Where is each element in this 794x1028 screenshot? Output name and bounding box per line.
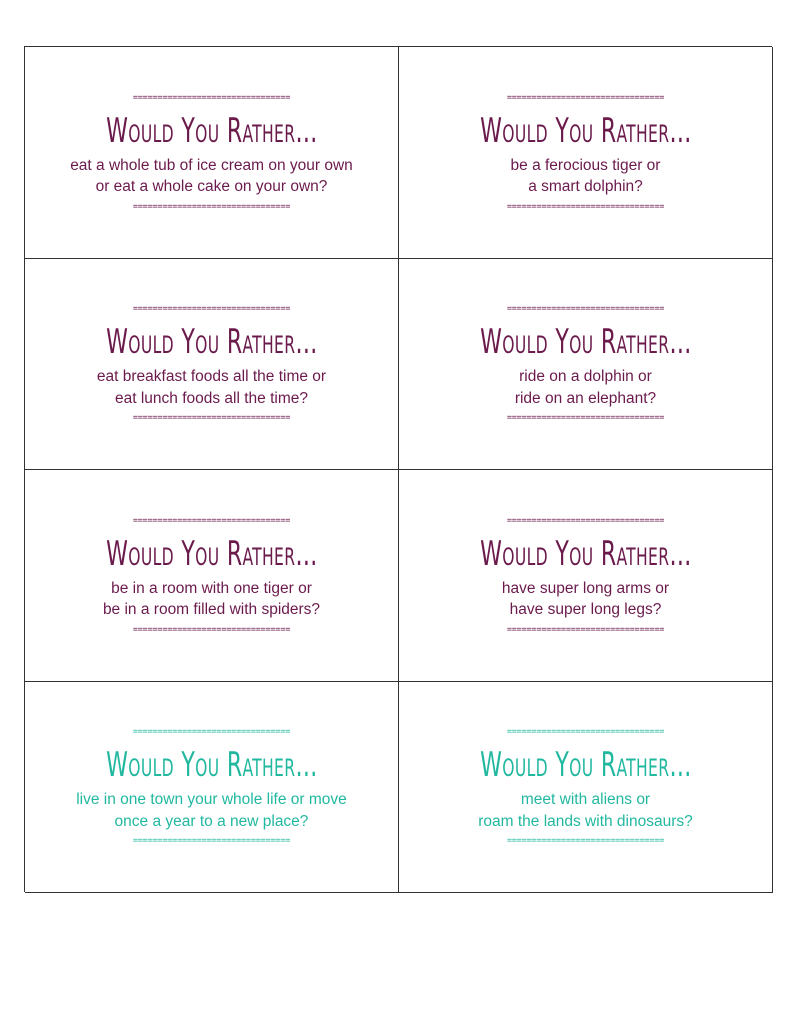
divider-rule-top: ================================ — [506, 304, 665, 315]
divider-rule-bottom: ================================ — [506, 624, 665, 635]
card-title: Would You Rather… — [479, 322, 692, 363]
divider-rule-bottom: ================================ — [506, 413, 665, 424]
card-5 — [25, 470, 399, 682]
question-line-1: be in a room with one tiger or — [111, 579, 312, 597]
divider-rule-bottom: ================================ — [132, 624, 291, 635]
card-sheet — [24, 46, 772, 892]
card-question — [70, 155, 353, 198]
card-title: Would You Rather… — [105, 533, 318, 574]
card-6 — [399, 470, 773, 682]
card-question — [515, 366, 656, 409]
card-1 — [25, 47, 399, 259]
question-line-2: roam the lands with dinosaurs? — [478, 812, 693, 830]
divider-rule-bottom: ================================ — [132, 836, 291, 847]
card-question — [502, 578, 669, 621]
divider-rule-bottom: ================================ — [506, 201, 665, 212]
card-title: Would You Rather… — [105, 110, 318, 151]
question-line-2: a smart dolphin? — [528, 178, 643, 196]
question-line-2: be in a room filled with spiders? — [102, 601, 321, 619]
card-question — [97, 366, 326, 409]
question-line-1: live in one town your whole life or move — [76, 791, 347, 809]
card-7 — [25, 682, 399, 894]
divider-rule-bottom: ================================ — [132, 201, 291, 212]
question-line-2: ride on an elephant? — [514, 389, 657, 407]
question-line-2: eat lunch foods all the time? — [114, 389, 308, 407]
divider-rule-top: ================================ — [506, 515, 665, 526]
divider-rule-bottom: ================================ — [132, 413, 291, 424]
divider-rule-bottom: ================================ — [506, 836, 665, 847]
card-title: Would You Rather… — [105, 322, 318, 363]
question-line-2: or eat a whole cake on your own? — [95, 178, 328, 196]
divider-rule-top: ================================ — [132, 515, 291, 526]
card-title: Would You Rather… — [479, 110, 692, 151]
card-8 — [399, 682, 773, 894]
question-line-2: once a year to a new place? — [114, 812, 309, 830]
card-3 — [25, 259, 399, 471]
question-line-1: have super long arms or — [501, 579, 670, 597]
card-question — [103, 578, 320, 621]
question-line-1: ride on a dolphin or — [519, 368, 652, 386]
card-title: Would You Rather… — [105, 745, 318, 786]
question-line-1: eat breakfast foods all the time or — [96, 368, 327, 386]
card-question — [76, 789, 347, 832]
card-4 — [399, 259, 773, 471]
card-question — [511, 155, 661, 198]
card-title: Would You Rather… — [479, 745, 692, 786]
question-line-1: eat a whole tub of ice cream on your own — [70, 156, 353, 174]
question-line-1: meet with aliens or — [520, 791, 651, 809]
question-line-2: have super long legs? — [509, 601, 662, 619]
card-question — [478, 789, 693, 832]
card-2 — [399, 47, 773, 259]
divider-rule-top: ================================ — [132, 727, 291, 738]
card-title: Would You Rather… — [479, 533, 692, 574]
divider-rule-top: ================================ — [506, 92, 665, 103]
divider-rule-top: ================================ — [506, 727, 665, 738]
divider-rule-top: ================================ — [132, 304, 291, 315]
question-line-1: be a ferocious tiger or — [510, 156, 661, 174]
divider-rule-top: ================================ — [132, 92, 291, 103]
